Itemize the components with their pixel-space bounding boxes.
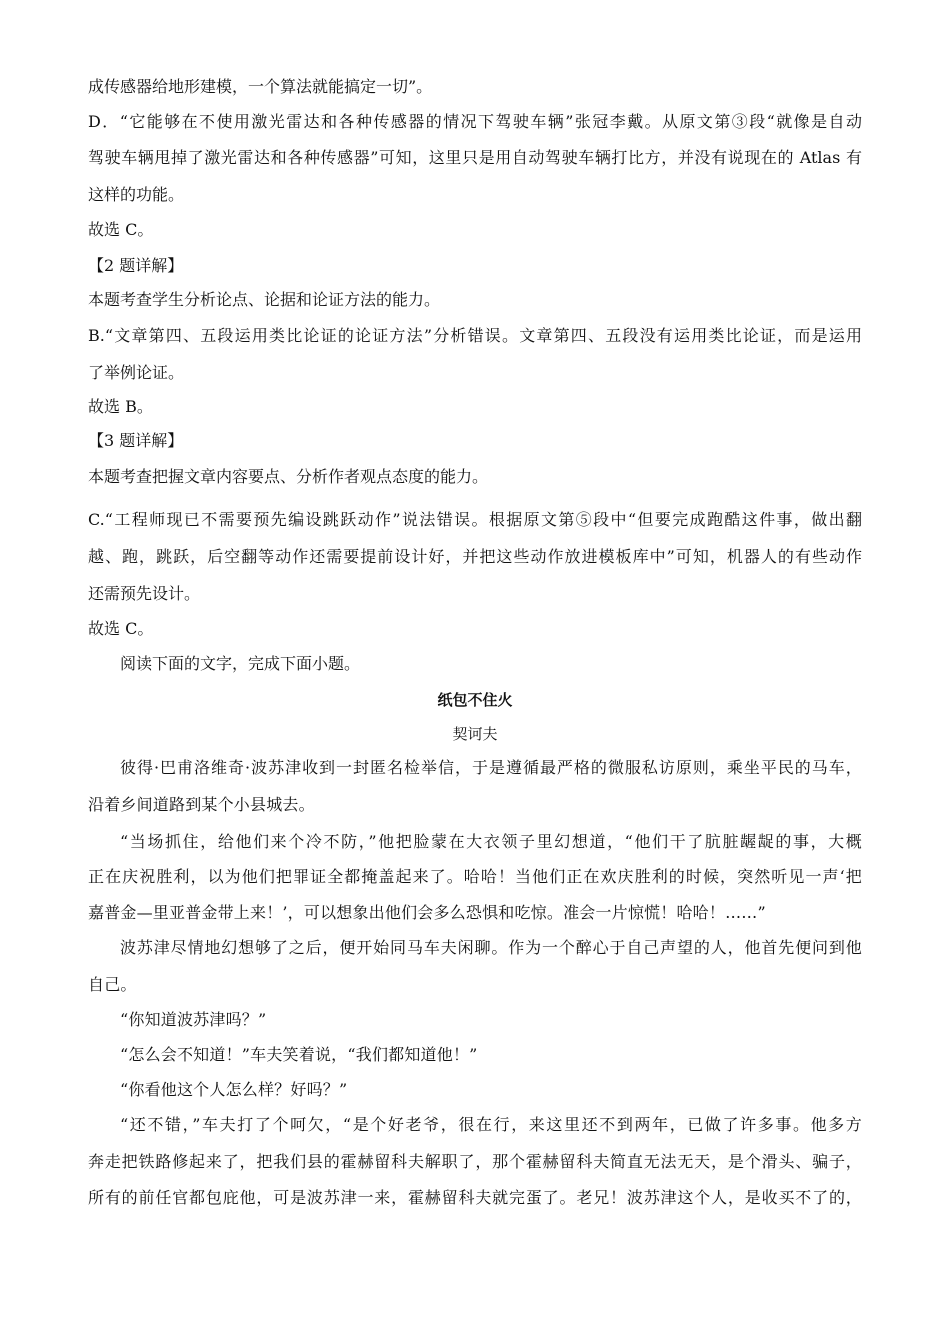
passage-line: “你看他这个人怎么样？好吗？”	[120, 1080, 348, 1099]
passage-author: 契诃夫	[452, 725, 498, 743]
q3-option-c-line: C.“工程师现已不需要预先编设跳跃动作”说法错误。根据原文第⑤段中“但要完成跑酷这件事，做出翻	[88, 510, 862, 529]
passage-line: 奔走把铁路修起来了，把我们县的霍赫留科夫解职了，那个霍赫留科夫简直无法无天，是个滑头、骗子，	[88, 1152, 862, 1171]
passage-line: “当场抓住，给他们来个冷不防，”他把脸蒙在大衣领子里幻想道，“他们干了肮脏龌龊的事，大概	[120, 832, 862, 851]
passage-line: 自己。	[88, 975, 137, 994]
passage-title: 纸包不住火	[437, 691, 513, 709]
q2-option-b-line: 了举例论证。	[88, 363, 185, 382]
q3-intro: 本题考查把握文章内容要点、分析作者观点态度的能力。	[88, 467, 489, 486]
q1-option-d-line: 这样的功能。	[88, 185, 185, 204]
q3-option-c-line: 越、跑，跳跃，后空翻等动作还需要提前设计好，并把这些动作放进模板库中”可知，机器人的有些动作	[88, 547, 862, 566]
q2-intro: 本题考查学生分析论点、论据和论证方法的能力。	[88, 290, 441, 309]
q2-heading: 【2 题详解】	[88, 256, 184, 275]
passage-line: 波苏津尽情地幻想够了之后，便开始同马车夫闲聊。作为一个醉心于自己声望的人，他首先便问到他	[120, 938, 862, 957]
passage-line: “还不错，”车夫打了个呵欠，“是个好老爷，很在行，来这里还不到两年，已做了许多事。他多方	[120, 1115, 862, 1134]
q2-answer: 故选 B。	[88, 397, 153, 416]
q1-option-d-line: D．“它能够在不使用激光雷达和各种传感器的情况下驾驶车辆”张冠李戴。从原文第③段“就像是自动	[88, 112, 862, 131]
passage-line: 所有的前任官都包庇他，可是波苏津一来，霍赫留科夫就完蛋了。老兄！波苏津这个人，是收买不了的，	[88, 1188, 862, 1207]
passage-line: “你知道波苏津吗？”	[120, 1010, 267, 1029]
passage-line: “怎么会不知道！”车夫笑着说，“我们都知道他！”	[120, 1045, 478, 1064]
passage-line: 彼得·巴甫洛维奇·波苏津收到一封匿名检举信，于是遵循最严格的微服私访原则，乘坐平民的马车，	[120, 758, 862, 777]
q1-option-d-line: 驾驶车辆甩掉了激光雷达和各种传感器”可知，这里只是用自动驾驶车辆打比方，并没有说现在的 Atlas 有	[88, 148, 862, 167]
q2-option-b-line: B.“文章第四、五段运用类比论证的论证方法”分析错误。文章第四、五段没有运用类比论证，而是运用	[88, 326, 862, 345]
q1-answer: 故选 C。	[88, 220, 154, 239]
q3-option-c-line: 还需预先设计。	[88, 584, 201, 603]
reading-instruction: 阅读下面的文字，完成下面小题。	[120, 654, 361, 673]
q3-answer: 故选 C。	[88, 619, 154, 638]
q1-continuation: 成传感器给地形建模，一个算法就能搞定一切”。	[88, 77, 433, 96]
q3-heading: 【3 题详解】	[88, 431, 184, 450]
passage-line: 沿着乡间道路到某个小县城去。	[88, 795, 315, 814]
passage-line: 嘉普金—里亚普金带上来！’，可以想象出他们会多么恐惧和吃惊。准会一片惊慌！哈哈！……”	[88, 903, 766, 922]
passage-line: 正在庆祝胜利，以为他们把罪证全都掩盖起来了。哈哈！当他们正在欢庆胜利的时候，突然听见一声‘把	[88, 867, 862, 886]
